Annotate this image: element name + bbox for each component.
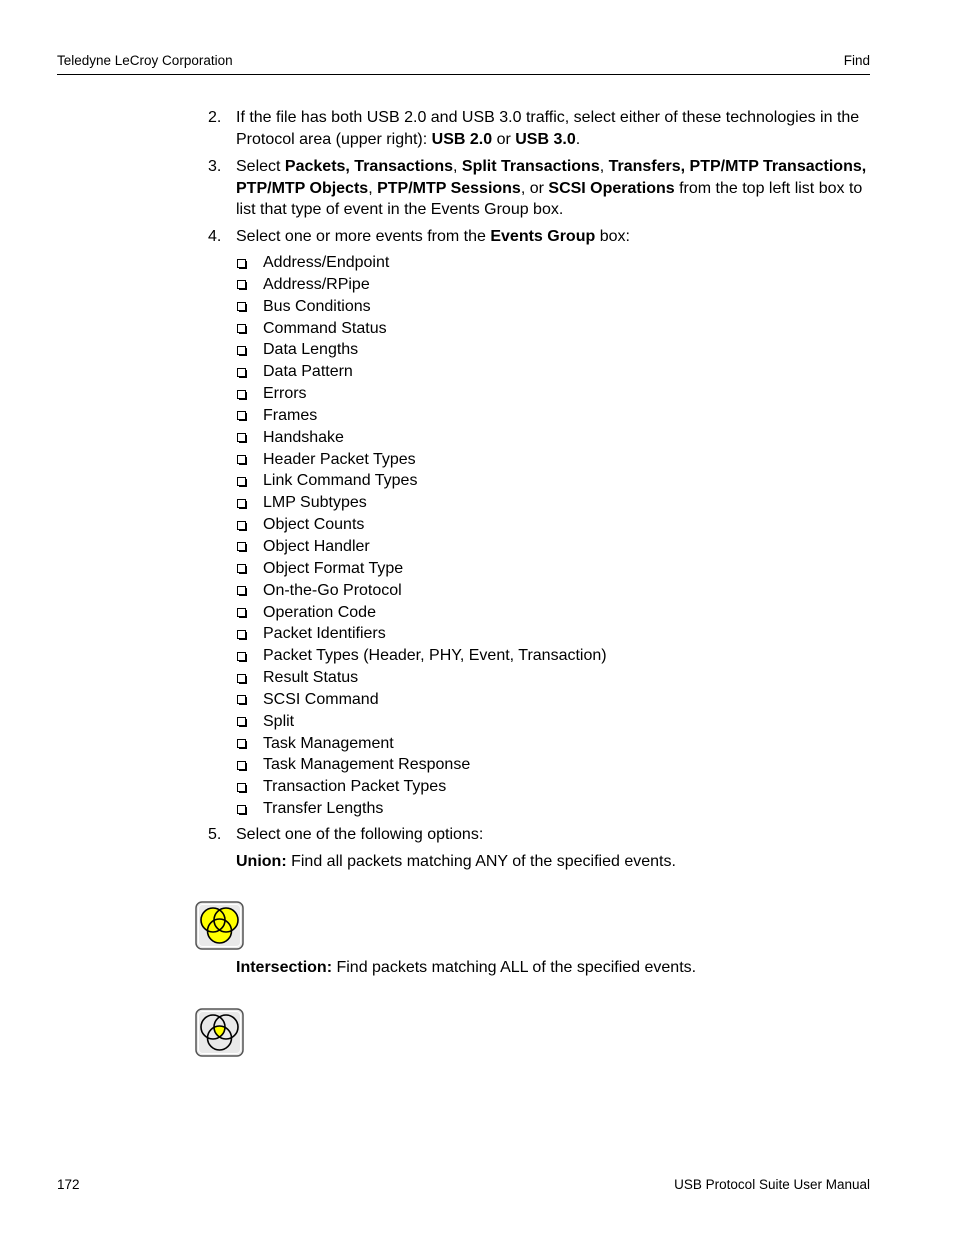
checkbox-bullet-icon xyxy=(237,586,246,595)
event-label: Object Format Type xyxy=(263,559,404,577)
event-list-item xyxy=(236,798,607,820)
checkbox-bullet-icon xyxy=(237,411,246,420)
intersection-description: Intersection: Find packets matching ALL of the specified events. xyxy=(236,959,697,976)
header-company: Teledyne LeCroy Corporation xyxy=(57,53,233,68)
event-list-item xyxy=(236,776,607,798)
checkbox-bullet-icon xyxy=(237,433,246,442)
event-label: LMP Subtypes xyxy=(263,494,367,512)
event-label: Errors xyxy=(263,385,307,403)
page-number: 172 xyxy=(57,1177,80,1192)
step-text: Select Packets, Transactions, Split Transactions, Transfers, PTP/MTP Transactions, PTP/MTP Objects, PTP/MTP Sessions, or SCSI Operations from the top left list box to list that type of event in the Events Group box. xyxy=(236,158,867,218)
checkbox-bullet-icon xyxy=(237,259,246,268)
event-list-item xyxy=(236,558,607,580)
header-section: Find xyxy=(843,53,870,68)
event-label: Command Status xyxy=(263,319,387,337)
event-label: Link Command Types xyxy=(263,472,418,490)
event-label: Frames xyxy=(263,406,318,424)
union-description: Union: Find all packets matching ANY of the specified events. xyxy=(236,853,676,870)
event-label: Bus Conditions xyxy=(263,297,371,315)
event-label: Task Management Response xyxy=(263,756,471,774)
checkbox-bullet-icon xyxy=(237,521,246,530)
event-list-item xyxy=(236,405,607,427)
step-text: Select one of the following options: xyxy=(236,826,484,843)
event-label: Data Lengths xyxy=(263,341,359,359)
checkbox-bullet-icon xyxy=(237,564,246,573)
checkbox-bullet-icon xyxy=(237,805,246,814)
event-list-item xyxy=(236,733,607,755)
event-label: Task Management xyxy=(263,734,394,752)
header-rule xyxy=(57,74,870,75)
event-list-item xyxy=(236,252,607,274)
step-number: 4. xyxy=(208,228,222,245)
step-5 xyxy=(208,824,873,846)
checkbox-bullet-icon xyxy=(237,280,246,289)
event-list-item xyxy=(236,296,607,318)
checkbox-bullet-icon xyxy=(237,608,246,617)
step-text: Select one or more events from the Events Group box: xyxy=(236,228,630,245)
event-list-item xyxy=(236,754,607,776)
checkbox-bullet-icon xyxy=(237,477,246,486)
step-number: 2. xyxy=(208,109,222,126)
checkbox-bullet-icon xyxy=(237,674,246,683)
events-group-list xyxy=(236,252,607,820)
event-list-item xyxy=(236,383,607,405)
checkbox-bullet-icon xyxy=(237,324,246,333)
step-2 xyxy=(208,107,873,150)
checkbox-bullet-icon xyxy=(237,455,246,464)
checkbox-bullet-icon xyxy=(237,542,246,551)
union-label: Union: xyxy=(236,853,287,870)
union-venn-icon xyxy=(195,901,244,950)
event-list-item xyxy=(236,339,607,361)
checkbox-bullet-icon xyxy=(237,390,246,399)
checkbox-bullet-icon xyxy=(237,739,246,748)
event-list-item xyxy=(236,361,607,383)
event-list-item xyxy=(236,514,607,536)
event-list-item xyxy=(236,580,607,602)
event-label: Split xyxy=(263,712,295,730)
event-list-item xyxy=(236,427,607,449)
checkbox-bullet-icon xyxy=(237,761,246,770)
event-label: Transfer Lengths xyxy=(263,800,384,818)
event-list-item xyxy=(236,711,607,733)
event-list-item xyxy=(236,623,607,645)
event-list-item xyxy=(236,689,607,711)
event-label: Handshake xyxy=(263,428,344,446)
event-list-item xyxy=(236,318,607,340)
checkbox-bullet-icon xyxy=(237,652,246,661)
event-label: Packet Identifiers xyxy=(263,625,386,643)
event-label: Object Handler xyxy=(263,537,370,555)
event-list-item xyxy=(236,274,607,296)
event-label: Data Pattern xyxy=(263,363,353,381)
checkbox-bullet-icon xyxy=(237,368,246,377)
step-4 xyxy=(208,226,873,248)
event-label: Transaction Packet Types xyxy=(263,778,447,796)
step-text: If the file has both USB 2.0 and USB 3.0 traffic, select either of these technologies in the Protocol area (upper right): USB 2.0 or USB 3.0. xyxy=(236,109,860,148)
event-label: Object Counts xyxy=(263,516,365,534)
checkbox-bullet-icon xyxy=(237,302,246,311)
checkbox-bullet-icon xyxy=(237,499,246,508)
checkbox-bullet-icon xyxy=(237,717,246,726)
event-list-item xyxy=(236,602,607,624)
footer-manual-title: USB Protocol Suite User Manual xyxy=(674,1177,870,1192)
event-label: Result Status xyxy=(263,669,359,687)
event-label: Address/RPipe xyxy=(263,275,370,293)
intersection-venn-icon xyxy=(195,1008,244,1057)
event-label: SCSI Command xyxy=(263,690,379,708)
checkbox-bullet-icon xyxy=(237,630,246,639)
intersection-label: Intersection: xyxy=(236,959,333,976)
event-list-item xyxy=(236,470,607,492)
step-number: 3. xyxy=(208,158,222,175)
event-list-item xyxy=(236,492,607,514)
event-label: Packet Types (Header, PHY, Event, Transaction) xyxy=(263,647,607,665)
event-label: Header Packet Types xyxy=(263,450,416,468)
event-label: Operation Code xyxy=(263,603,376,621)
event-list-item xyxy=(236,645,607,667)
event-list-item xyxy=(236,449,607,471)
event-label: Address/Endpoint xyxy=(263,254,390,271)
event-list-item xyxy=(236,667,607,689)
checkbox-bullet-icon xyxy=(237,346,246,355)
event-list-item xyxy=(236,536,607,558)
event-label: On-the-Go Protocol xyxy=(263,581,402,599)
step-number: 5. xyxy=(208,826,222,843)
checkbox-bullet-icon xyxy=(237,783,246,792)
checkbox-bullet-icon xyxy=(237,695,246,704)
step-3 xyxy=(208,156,873,221)
